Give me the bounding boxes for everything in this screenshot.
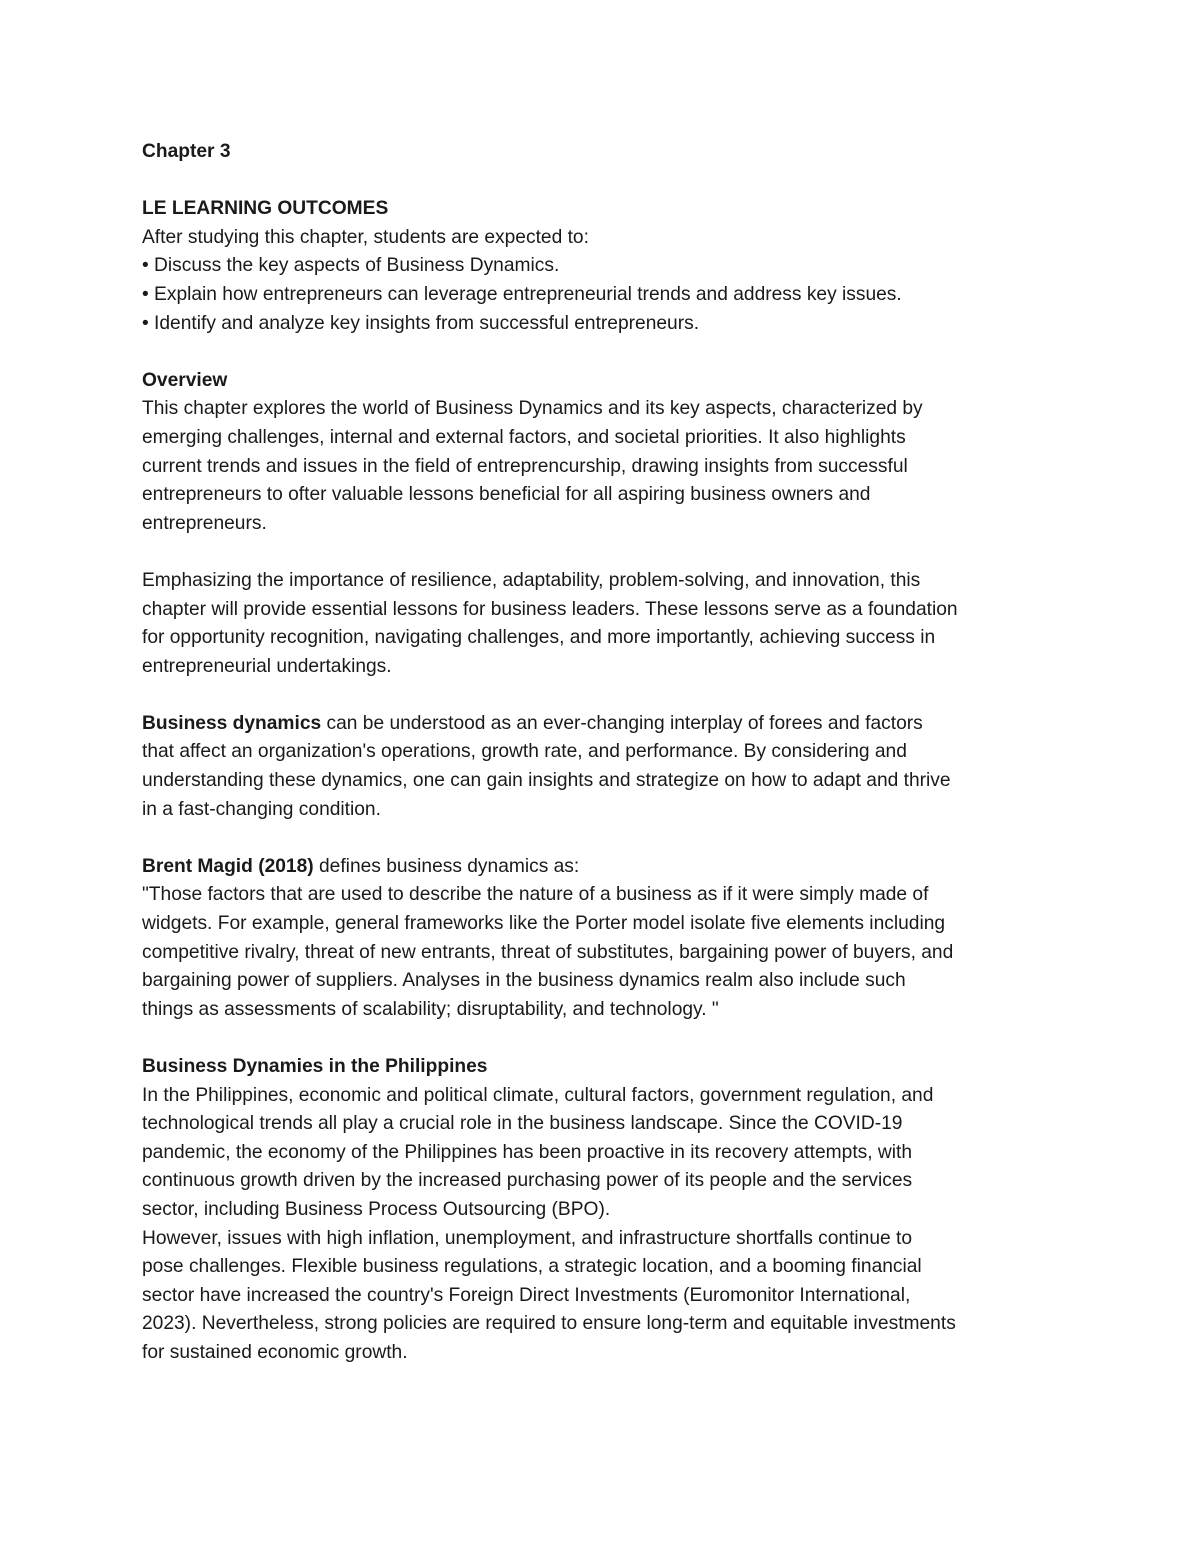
magid-text: defines business dynamics as: bbox=[313, 855, 580, 877]
definition-term: Business dynamics bbox=[142, 712, 322, 734]
magid-quote-line: "Those factors that are used to describe the nature of a business as if it were simply made of bbox=[142, 884, 929, 906]
overview-para1-line: entrepreneurs. bbox=[142, 512, 267, 534]
philippines-line: sector have increased the country's Foreign Direct Investments (Euromonitor International, bbox=[142, 1284, 911, 1306]
spacer bbox=[142, 1024, 1072, 1053]
overview-heading: Overview bbox=[142, 369, 228, 391]
outcome-bullet: • Discuss the key aspects of Business Dynamics. bbox=[142, 255, 560, 277]
philippines-line: In the Philippines, economic and political climate, cultural factors, government regulation, and bbox=[142, 1084, 934, 1106]
spacer bbox=[142, 681, 1072, 710]
philippines-heading: Business Dynamies in the Philippines bbox=[142, 1056, 488, 1077]
outcomes-intro: After studying this chapter, students are expected to: bbox=[142, 226, 589, 248]
overview-para1-line: This chapter explores the world of Business Dynamics and its key aspects, characterized by bbox=[142, 398, 923, 420]
chapter-title: Chapter 3 bbox=[142, 141, 231, 162]
definition-line: in a fast-changing condition. bbox=[142, 798, 381, 820]
magid-quote-line: widgets. For example, general frameworks like the Porter model isolate five elements including bbox=[142, 913, 946, 935]
spacer bbox=[142, 338, 1072, 367]
philippines-line: technological trends all play a crucial role in the business landscape. Since the COVID-19 bbox=[142, 1113, 903, 1135]
philippines-line: 2023). Nevertheless, strong policies are required to ensure long-term and equitable investments bbox=[142, 1313, 956, 1335]
outcomes-heading: LE LEARNING OUTCOMES bbox=[142, 198, 389, 220]
philippines-line: pandemic, the economy of the Philippines has been proactive in its recovery attempts, with bbox=[142, 1141, 913, 1163]
spacer bbox=[142, 167, 1072, 196]
overview-para1-line: entrepreneurs to ofter valuable lessons beneficial for all aspiring business owners and bbox=[142, 484, 871, 506]
overview-para2-line: for opportunity recognition, navigating challenges, and more importantly, achieving success in bbox=[142, 627, 936, 649]
outcome-bullet: • Identify and analyze key insights from successful entrepreneurs. bbox=[142, 312, 700, 334]
overview-para2-line: entrepreneurial undertakings. bbox=[142, 655, 392, 677]
definition-text: can be understood as an ever-changing interplay of forees and factors bbox=[321, 712, 923, 734]
spacer bbox=[142, 538, 1072, 567]
overview-para1-line: emerging challenges, internal and external factors, and societal priorities. It also highlights bbox=[142, 426, 906, 448]
definition-line: that affect an organization's operations, growth rate, and performance. By considering and bbox=[142, 741, 907, 763]
philippines-line: sector, including Business Process Outsourcing (BPO). bbox=[142, 1198, 611, 1220]
overview-para1-line: current trends and issues in the field of entreprencurship, drawing insights from successful bbox=[142, 455, 908, 477]
document-page bbox=[142, 138, 1072, 1368]
magid-quote-line: competitive rivalry, threat of new entrants, threat of substitutes, bargaining power of buyers, and bbox=[142, 941, 954, 963]
philippines-line: However, issues with high inflation, unemployment, and infrastructure shortfalls continue to bbox=[142, 1227, 913, 1249]
outcome-bullet: • Explain how entrepreneurs can leverage entrepreneurial trends and address key issues. bbox=[142, 283, 902, 305]
magid-name: Brent Magid (2018) bbox=[142, 855, 314, 877]
spacer bbox=[142, 824, 1072, 853]
definition-line: understanding these dynamics, one can gain insights and strategize on how to adapt and thrive bbox=[142, 770, 951, 792]
philippines-line: for sustained economic growth. bbox=[142, 1341, 408, 1363]
overview-para2-line: Emphasizing the importance of resilience, adaptability, problem-solving, and innovation, this bbox=[142, 569, 921, 591]
magid-quote-line: bargaining power of suppliers. Analyses in the business dynamics realm also include such bbox=[142, 970, 906, 992]
overview-para2-line: chapter will provide essential lessons for business leaders. These lessons serve as a foundation bbox=[142, 598, 958, 620]
magid-quote-line: things as assessments of scalability; disruptability, and technology. " bbox=[142, 998, 719, 1020]
definition-first-line bbox=[142, 710, 1072, 739]
philippines-line: continuous growth driven by the increased purchasing power of its people and the services bbox=[142, 1170, 913, 1192]
magid-first-line bbox=[142, 853, 1072, 882]
philippines-line: pose challenges. Flexible business regulations, a strategic location, and a booming financial bbox=[142, 1256, 922, 1278]
